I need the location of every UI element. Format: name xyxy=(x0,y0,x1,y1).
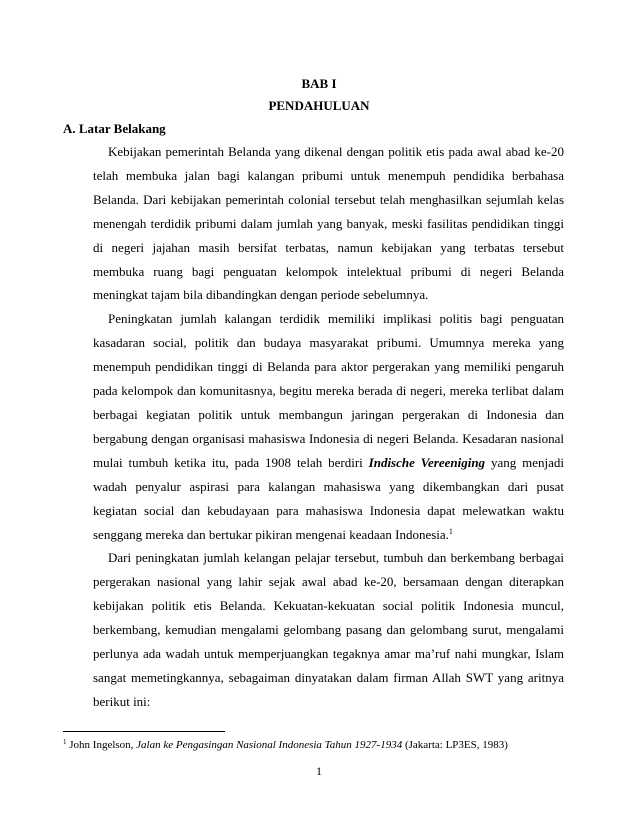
paragraph-2 xyxy=(93,307,564,546)
organization-name: Indische Vereeniging xyxy=(368,454,486,470)
paragraph-1: Kebijakan pemerintah Belanda yang dikenal dengan politik etis pada awal abad ke-20 telah membuka jalan bagi kalangan pribumi untuk menempuh pendidika berbahasa Belanda. Dari kebijakan pemerintah colonial tersebut telah menghasilkan sejumlah kelas menengah terdidik pribumi dalam jumlah yang banyak, meski fasilitas pendidikan tinggi di negeri jajahan masih bersifat terbatas, namun kebijakan yang terbatas tersebut membuka ruang bagi penguatan kelompok intelektual pribumi di negeri Belanda meningkat tajam bila dibandingkan dengan periode sebelumnya. xyxy=(93,144,564,303)
body-text xyxy=(93,140,564,714)
paragraph-2-text-after: yang menjadi wadah penyalur aspirasi para kalangan mahasiswa yang dikembangkan dari pusat kegiatan social dan kebudayaan para mahasiswa Indonesia dapat melewatkan waktu senggang mereka dan bertukar pikiran mengenai keadaan Indonesia. xyxy=(93,454,564,542)
footnote-publication: (Jakarta: LP3ES, 1983) xyxy=(402,739,508,751)
chapter-title: PENDAHULUAN xyxy=(268,98,370,113)
footnote xyxy=(63,739,508,751)
footnote-number: 1 xyxy=(63,738,67,746)
footnote-title: Jalan ke Pengasingan Nasional Indonesia Tahun 1927-1934 xyxy=(136,739,403,751)
section-heading: A. Latar Belakang xyxy=(63,121,166,136)
paragraph-3: Dari peningkatan jumlah kelangan pelajar tersebut, tumbuh dan berkembang berbagai pergerakan nasional yang lahir sejak awal abad ke-20, bersamaan dengan diterapkan kebijakan politik etis Belanda. Kekuatan-kekuatan social politik Indonesia muncul, berkembang, kemudian mengalami gelombang pasang dan gelombang surut, mengalami perlunya ada wadah untuk memperjuangkan tegaknya amar ma’ruf nahi mungkar, Islam sangat memetingkannya, sebagaiman dinyatakan dalam firman Allah SWT yang aritnya berikut ini: xyxy=(93,550,564,709)
paragraph-2-text-before: Peningkatan jumlah kalangan terdidik memiliki implikasi politis bagi penguatan kasadaran social, politik dan budaya masyarakat pribumi. Umumnya mereka yang menempuh pendidikan tinggi di Belanda para aktor pergerakan yang memiliki pengaruh pada kelompok dan komunitasnya, begitu mereka berada di negeri, mereka terlibat dalam berbagai kegiatan politik untuk membangun jaringan pergerakan di Indonesia dan bergabung dengan organisasi mahasiswa Indonesia di negeri Belanda. Kesadaran nasional mulai tumbuh ketika itu, pada 1908 telah berdiri xyxy=(93,311,564,470)
chapter-number: BAB I xyxy=(301,76,337,91)
footnote-author: John Ingelson, xyxy=(69,739,137,751)
footnote-reference[interactable]: 1 xyxy=(448,526,453,536)
footnote-divider xyxy=(63,731,225,732)
page-number: 1 xyxy=(316,764,322,778)
